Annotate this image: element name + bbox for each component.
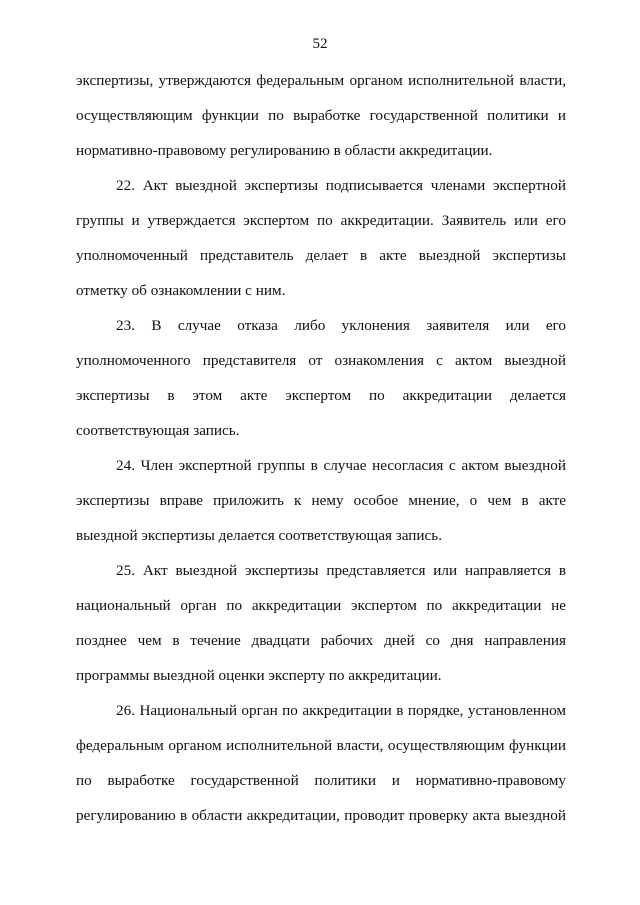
text-line: уполномоченный представитель делает в акте выездной экспертизы	[76, 247, 566, 264]
text-line: осуществляющим функции по выработке государственной политики и	[76, 107, 566, 124]
text-line: экспертизы вправе приложить к нему особое мнение, о чем в акте	[76, 492, 566, 509]
text-line: группы и утверждается экспертом по аккредитации. Заявитель или его	[76, 212, 566, 229]
text-line: федеральным органом исполнительной власти, осуществляющим функции	[76, 737, 566, 754]
text-line: соответствующая запись.	[76, 422, 240, 439]
text-line: экспертизы в этом акте экспертом по аккредитации делается	[76, 387, 566, 404]
paragraph-26-first-line: 26. Национальный орган по аккредитации в порядке, установленном	[116, 702, 566, 719]
paragraph-24-first-line: 24. Член экспертной группы в случае несогласия с актом выездной	[116, 457, 566, 474]
paragraph-23-first-line: 23. В случае отказа либо уклонения заявителя или его	[116, 317, 566, 334]
text-line: регулированию в области аккредитации, проводит проверку акта выездной	[76, 807, 566, 824]
text-line: позднее чем в течение двадцати рабочих дней со дня направления	[76, 632, 566, 649]
text-line: национальный орган по аккредитации экспертом по аккредитации не	[76, 597, 566, 614]
text-line: отметку об ознакомлении с ним.	[76, 282, 286, 299]
paragraph-25-first-line: 25. Акт выездной экспертизы представляется или направляется в	[116, 562, 566, 579]
text-line: экспертизы, утверждаются федеральным органом исполнительной власти,	[76, 72, 566, 89]
page-number: 52	[312, 36, 328, 52]
text-line: нормативно-правовому регулированию в области аккредитации.	[76, 142, 493, 159]
paragraph-22-first-line: 22. Акт выездной экспертизы подписывается членами экспертной	[116, 177, 566, 194]
text-line: выездной экспертизы делается соответствующая запись.	[76, 527, 443, 544]
text-line: уполномоченного представителя от ознакомления с актом выездной	[76, 352, 566, 369]
text-line: по выработке государственной политики и нормативно-правовому	[76, 772, 566, 789]
text-line: программы выездной оценки эксперту по аккредитации.	[76, 667, 442, 684]
